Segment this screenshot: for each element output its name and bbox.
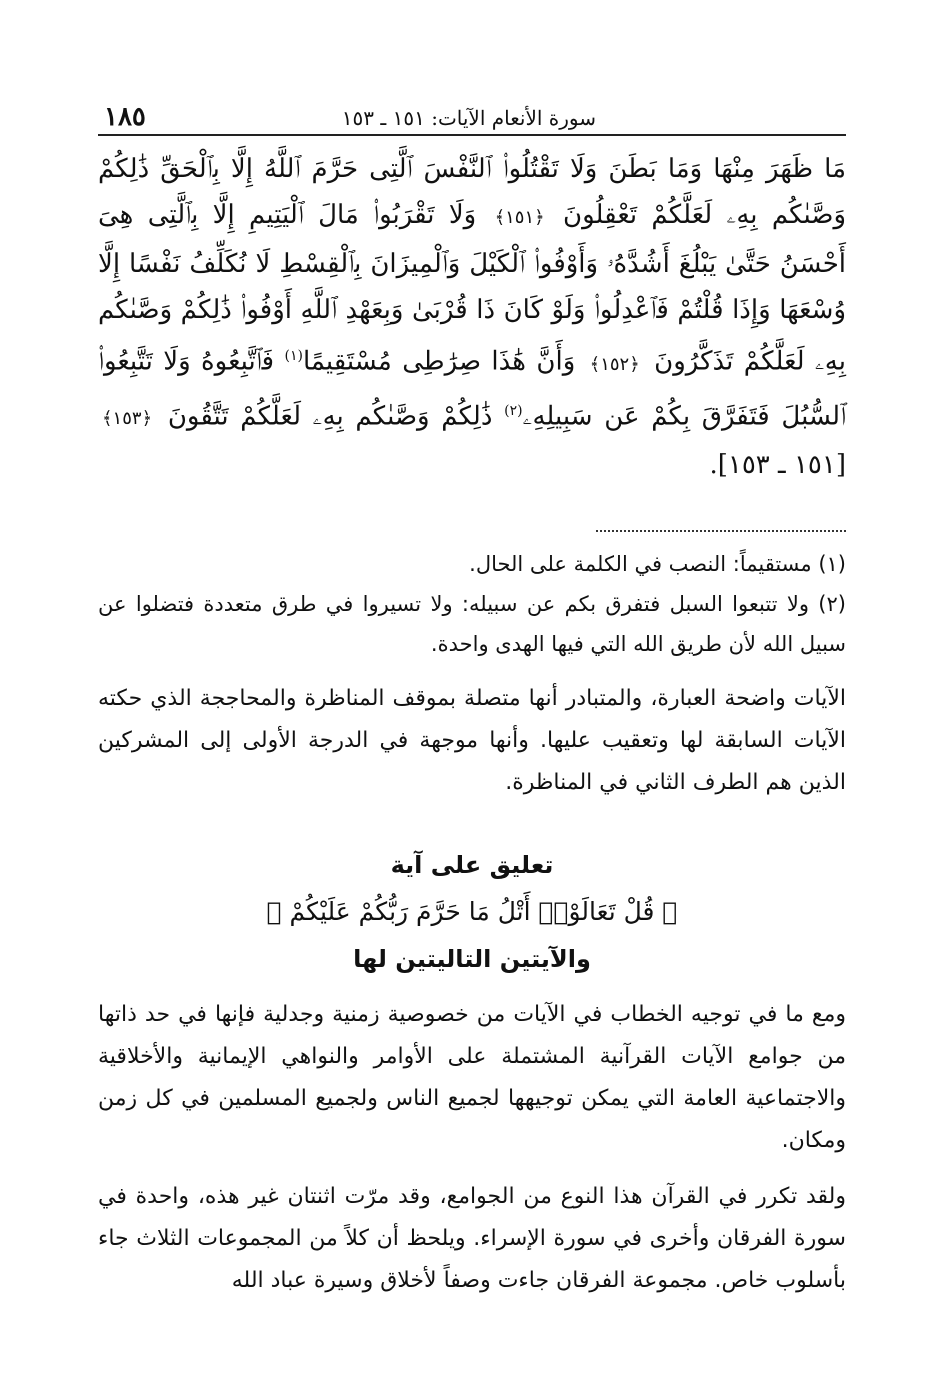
footnote-ref: (٢)	[504, 402, 523, 419]
footnote-2: (٢) ولا تتبعوا السبل فتفرق بكم عن سبيله: ولا تسيروا في طرق متعددة فتضلوا عن سبيل الله لأن طريق الله التي فيها الهدى واحدة.	[98, 592, 846, 657]
verse-text: فَٱتَّبِعُوهُ وَلَا تَتَّبِعُوا۟ ٱلسُّبُلَ فَتَفَرَّقَ بِكُمْ عَن سَبِيلِهِۦ	[98, 346, 847, 432]
section-heading-verse: ﴿ قُلْ تَعَالَوْا۟ أَتْلُ مَا حَرَّمَ رَبُّكُمْ عَلَيْكُمْ ﴾	[266, 897, 678, 927]
book-page	[98, 100, 846, 1302]
footnote-ref: (١)	[284, 348, 303, 364]
verse-text: وَأَنَّ هَٰذَا صِرَٰطِى مُسْتَقِيمًا	[302, 346, 576, 377]
commentary-paragraph: ومع ما في توجيه الخطاب في الآيات من خصوصية زمنية وجدلية فإنها في حد ذاتها من جوامع الآيات القرآنية المشتملة على الأوامر والنواهي الإيمانية والأخلاقية والاجتماعية العامة التي يمكن توجيهها لجميع الناس ولجميع المسلمين في كل زمن ومكان.	[98, 1002, 846, 1154]
verse-citation: [١٥١ ـ ١٥٣].	[709, 450, 846, 481]
verse-text: مَا ظَهَرَ مِنْهَا وَمَا بَطَنَ وَلَا تَقْتُلُوا۟ ٱلنَّفْسَ ٱلَّتِى حَرَّمَ ٱللَّهُ إِلَّا بِٱلْحَقِّ ذَٰلِكُمْ وَصَّىٰكُم بِهِۦ لَعَلَّكُمْ تَعْقِلُونَ	[98, 154, 847, 230]
page-header	[98, 100, 846, 136]
verse-text: ذَٰلِكُمْ وَصَّىٰكُم بِهِۦ لَعَلَّكُمْ تَتَّقُونَ	[167, 401, 493, 432]
page-number: ١٨٥	[104, 102, 146, 132]
commentary-paragraph: الآيات واضحة العبارة، والمتبادر أنها متصلة بموقف المناظرة والمحاججة الذي حكته الآيات السابقة لها وتعقيب عليها. وأنها موجهة في الدرجة الأولى إلى المشركين الذين هم الطرف الثاني في المناظرة.	[98, 686, 846, 796]
ayah-number-mark: ﴿١٥٢﴾	[589, 353, 640, 375]
section-heading: تعليق على آية	[390, 851, 554, 880]
section-subheading: والآيتين التاليتين لها	[353, 945, 591, 974]
commentary-paragraph: ولقد تكرر في القرآن هذا النوع من الجوامع، وقد مرّت اثنتان غير هذه، واحدة في سورة الفرقان وأخرى في سورة الإسراء. ويلحظ أن كلاً من المجموعات الثلاث جاء بأسلوب خاص. مجموعة الفرقان جاءت وصفاً لأخلاق وسيرة عباد الله	[98, 1184, 846, 1294]
footnote-1: (١) مستقيماً: النصب في الكلمة على الحال.	[469, 552, 846, 577]
quran-verses	[98, 146, 846, 488]
running-title: سورة الأنعام الآيات: ١٥١ ـ ١٥٣	[341, 106, 596, 130]
ayah-number-mark: ﴿١٥١﴾	[494, 207, 545, 228]
footnote-separator	[596, 530, 846, 532]
verse-text: وَلَا تَقْرَبُوا۟ مَالَ ٱلْيَتِيمِ إِلَّا بِٱلَّتِى هِىَ أَحْسَنُ حَتَّىٰ يَبْلُغَ أَشُدَّهُۥ وَأَوْفُوا۟ ٱلْكَيْلَ وَٱلْمِيزَانَ بِٱلْقِسْطِ لَا نُكَلِّفُ نَفْسًا إِلَّا وُسْعَهَا وَإِذَا قُلْتُمْ فَٱعْدِلُوا۟ وَلَوْ كَانَ ذَا قُرْبَىٰ وَبِعَهْدِ ٱللَّهِ أَوْفُوا۟ ذَٰلِكُمْ وَصَّىٰكُم بِهِۦ لَعَلَّكُمْ تَذَكَّرُونَ	[98, 200, 846, 377]
ayah-number-mark: ﴿١٥٣﴾	[102, 408, 153, 430]
